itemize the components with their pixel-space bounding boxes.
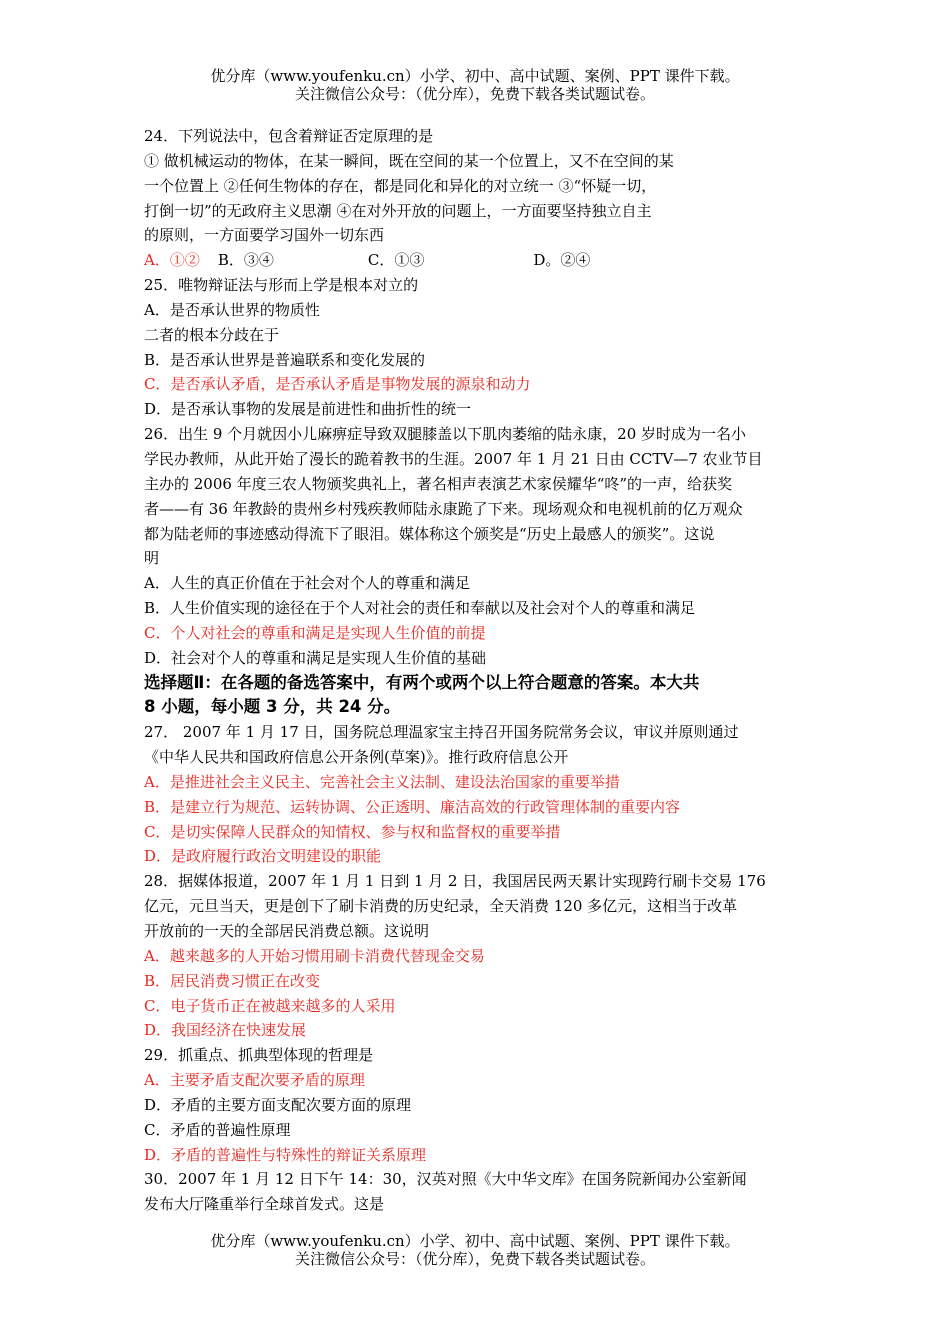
q24-option-c: C．①③ xyxy=(367,251,425,270)
q26-option-c: C．个人对社会的尊重和满足是实现人生价值的前提 xyxy=(144,623,486,642)
q29-stem: 29．抓重点、抓典型体现的哲理是 xyxy=(144,1046,374,1065)
q26-text-5: 都为陆老师的事迹感动得流下了眼泪。媒体称这个颁奖是“历史上最感人的颁奖”。这说 xyxy=(144,524,715,543)
q28-text-2: 亿元，元旦当天，更是创下了刷卡消费的历史纪录，全天消费 120 多亿元，这相当于改革 xyxy=(144,897,738,916)
page-header xyxy=(0,67,950,103)
q29-option-c: C．矛盾的普遍性原理 xyxy=(144,1120,291,1139)
q24-option-b: B．③④ xyxy=(217,251,274,270)
q25-stem: 25．唯物辩证法与形而上学是根本对立的 xyxy=(144,276,419,295)
q26-text-6: 明 xyxy=(144,549,160,568)
q24-text-3: 打倒一切”的无政府主义思潮 ④在对外开放的问题上，一方面要坚持独立自主 xyxy=(144,201,652,220)
footer-line-2: 关注微信公众号：（优分库），免费下载各类试题试卷。 xyxy=(294,1250,655,1268)
q26-text-3: 主办的 2006 年度三农人物颁奖典礼上，著名相声表演艺术家侯耀华“咚”的一声，给获奖 xyxy=(144,474,733,493)
q24-options xyxy=(144,248,808,273)
footer-line-1: 优分库（www.youfenku.cn）小学、初中、高中试题、案例、PPT 课件下载。 xyxy=(210,1232,740,1250)
q26-text-4: 者——有 36 年教龄的贵州乡村残疾教师陆永康跪了下来。现场观众和电视机前的亿万观众 xyxy=(144,499,743,518)
document-body xyxy=(144,124,808,1217)
section-2-heading-2: 8 小题，每小题 3 分，共 24 分。 xyxy=(144,697,401,717)
q29-option-d: D．矛盾的普遍性与特殊性的辩证关系原理 xyxy=(144,1145,427,1164)
section-2-heading-1: 选择题Ⅱ：在各题的备选答案中，有两个或两个以上符合题意的答案。本大共 xyxy=(144,672,700,692)
q26-text-2: 学民办教师，从此开始了漫长的跪着教书的生涯。2007 年 1 月 21 日由 CCTV—7 农业节目 xyxy=(144,449,763,468)
q24-stem: 24．下列说法中，包含着辩证否定原理的是 xyxy=(144,127,434,145)
header-line-1: 优分库（www.youfenku.cn）小学、初中、高中试题、案例、PPT 课件下载。 xyxy=(210,67,740,85)
q25-option-d: D．是否承认事物的发展是前进性和曲折性的统一 xyxy=(144,400,472,419)
q30-text-1: 30．2007 年 1 月 12 日下午 14：30，汉英对照《大中华文库》在国务院新闻办公室新闻 xyxy=(144,1170,747,1189)
q26-option-d: D．社会对个人的尊重和满足是实现人生价值的基础 xyxy=(144,648,487,667)
q28-option-a: A．越来越多的人开始习惯用刷卡消费代替现金交易 xyxy=(144,946,485,965)
q26-option-a: A．人生的真正价值在于社会对个人的尊重和满足 xyxy=(144,574,470,593)
q25-option-b: B．是否承认世界是普遍联系和变化发展的 xyxy=(144,350,426,369)
page-footer xyxy=(0,1232,950,1268)
q26-text-1: 26．出生 9 个月就因小儿麻痹症导致双腿膝盖以下肌肉萎缩的陆永康，20 岁时成为一名小 xyxy=(144,425,747,444)
q28-text-1: 28．据媒体报道，2007 年 1 月 1 日到 1 月 2 日，我国居民两天累计实现跨行刷卡交易 176 xyxy=(144,872,766,891)
q29-option-a: A．主要矛盾支配次要矛盾的原理 xyxy=(144,1071,365,1090)
q28-text-3: 开放前的一天的全部居民消费总额。这说明 xyxy=(144,922,430,940)
q26-option-b: B．人生价值实现的途径在于个人对社会的责任和奉献以及社会对个人的尊重和满足 xyxy=(144,599,696,618)
header-line-2: 关注微信公众号：（优分库），免费下载各类试题试卷。 xyxy=(294,85,655,103)
q24-text-2: 一个位置上 ②任何生物体的存在，都是同化和异化的对立统一 ③“怀疑一切， xyxy=(144,176,657,195)
q24-option-a: A．①② xyxy=(144,251,200,270)
q29-option-b: D．矛盾的主要方面支配次要方面的原理 xyxy=(144,1095,412,1114)
q25-option-a: A．是否承认世界的物质性 xyxy=(144,300,320,319)
q28-option-c: C．电子货币正在被越来越多的人采用 xyxy=(144,996,396,1015)
q27-text-1: 27． 2007 年 1 月 17 日，国务院总理温家宝主持召开国务院常务会议，审议并原则通过 xyxy=(144,723,739,742)
q28-option-d: D．我国经济在快速发展 xyxy=(144,1021,307,1040)
q25-option-c: C．是否承认矛盾，是否承认矛盾是事物发展的源泉和动力 xyxy=(144,375,531,394)
q27-option-b: B．是建立行为规范、运转协调、公正透明、廉洁高效的行政管理体制的重要内容 xyxy=(144,797,681,816)
q25-extra-text: 二者的根本分歧在于 xyxy=(144,325,280,344)
q27-option-a: A．是推进社会主义民主、完善社会主义法制、建设法治国家的重要举措 xyxy=(144,772,620,791)
q30-text-2: 发布大厅隆重举行全球首发式。这是 xyxy=(144,1195,385,1214)
q24-text-1: ① 做机械运动的物体，在某一瞬间，既在空间的某一个位置上，又不在空间的某 xyxy=(144,151,674,170)
q27-option-c: C．是切实保障人民群众的知情权、参与权和监督权的重要举措 xyxy=(144,822,561,841)
q24-option-d: D。②④ xyxy=(533,251,591,270)
q27-text-2: 《中华人民共和国政府信息公开条例(草案)》。推行政府信息公开 xyxy=(144,748,569,767)
q28-option-b: B．居民消费习惯正在改变 xyxy=(144,971,321,990)
q27-option-d: D．是政府履行政治文明建设的职能 xyxy=(144,847,382,866)
q24-text-4: 的原则，一方面要学习国外一切东西 xyxy=(144,226,385,245)
